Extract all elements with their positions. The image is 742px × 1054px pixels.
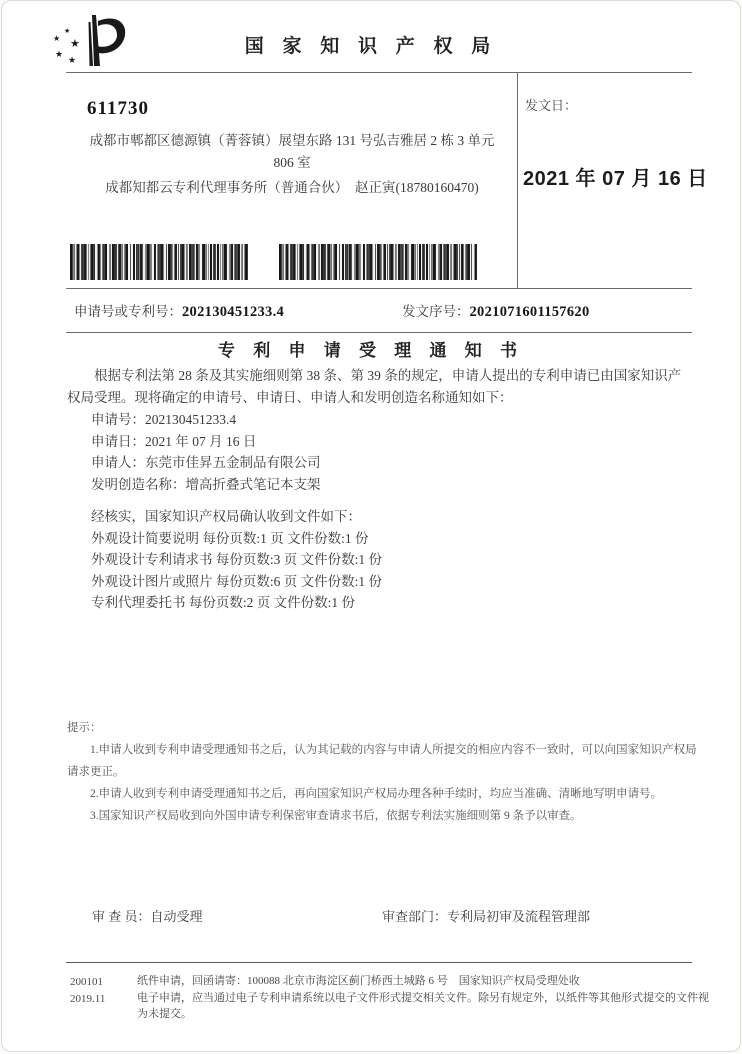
notice-title: 专 利 申 请 受 理 通 知 书 bbox=[218, 341, 524, 360]
barcode-right bbox=[279, 244, 477, 280]
numbers-row-bottom-divider bbox=[66, 332, 692, 333]
recipient-address-line2: 806 室 bbox=[273, 155, 311, 171]
signoff-row bbox=[67, 906, 694, 925]
recipient-address-line1: 成都市郫都区德源镇（菁蓉镇）展望东路 131 号弘吉雅居 2 栋 3 单元 bbox=[89, 133, 495, 148]
field-invention-name: 发明创造名称：增高折叠式笔记本支架 bbox=[91, 476, 321, 492]
footer-code-2: 2019.11 bbox=[70, 993, 106, 1005]
tips-section bbox=[67, 717, 699, 827]
tip-item-2: 2.申请人收到专利申请受理通知书之后，再向国家知识产权局办理各种手续时，均应当准确、清晰地写明申请号。 bbox=[90, 788, 663, 800]
numbers-row-top-divider bbox=[66, 288, 692, 289]
document-item: 外观设计专利请求书 每份页数:3 页 文件份数:1 份 bbox=[91, 552, 383, 567]
issuing-authority-title: 国 家 知 识 产 权 局 bbox=[244, 36, 498, 57]
footer-notes bbox=[70, 973, 710, 1022]
notice-intro-paragraph: 根据专利法第 28 条及其实施细则第 38 条、第 39 条的规定，申请人提出的专利申请已由国家知识产权局受理。现将确定的申请号、申请日、申请人和发明创造名称通知如下： bbox=[67, 368, 682, 405]
svg-text:★: ★ bbox=[70, 38, 80, 50]
serial-number-value: 2021071601157620 bbox=[469, 304, 590, 320]
notice-document-page bbox=[1, 0, 741, 1052]
document-item: 外观设计图片或照片 每份页数:6 页 文件份数:1 份 bbox=[91, 573, 383, 589]
footer-code-1: 200101 bbox=[70, 976, 103, 988]
tips-label: 提示： bbox=[67, 722, 102, 734]
document-item: 专利代理委托书 每份页数:2 页 文件份数:1 份 bbox=[91, 595, 356, 610]
tip-item-1: 1.申请人收到专利申请受理通知书之后，认为其记载的内容与申请人所提交的相应内容不一致时，可以向国家知识产权局请求更正。 bbox=[67, 744, 697, 778]
numbers-row bbox=[74, 300, 694, 321]
svg-text:★: ★ bbox=[53, 34, 61, 43]
tip-item-3: 3.国家知识产权局收到向外国申请专利保密审查请求书后，依据专利法实施细则第 9 条予以审查。 bbox=[90, 810, 582, 822]
received-documents-list bbox=[67, 528, 694, 614]
recipient-postal-code: 611730 bbox=[87, 98, 149, 119]
svg-text:★: ★ bbox=[55, 49, 64, 59]
footer-note-electronic: 电子申请，应当通过电子专利申请系统以电子文件形式提交相关文件。除另有规定外，以纸件等其他形式提交的文件视为未提交。 bbox=[137, 992, 709, 1020]
recipient-address-block bbox=[70, 130, 514, 199]
examiner-value: 自动受理 bbox=[150, 909, 203, 924]
department bbox=[382, 906, 590, 925]
footer-divider bbox=[66, 962, 692, 963]
field-application-date: 申请日：2021 年 07 月 16 日 bbox=[91, 433, 257, 449]
department-label: 审查部门： bbox=[382, 909, 448, 924]
serial-number-label: 发文序号： bbox=[402, 304, 470, 319]
field-application-number: 申请号：202130451233.4 bbox=[91, 412, 237, 427]
barcode-left bbox=[70, 244, 248, 280]
svg-text:★: ★ bbox=[64, 27, 71, 35]
issue-date-label: 发文日： bbox=[525, 98, 578, 113]
documents-confirm-line: 经核实，国家知识产权局确认收到文件如下： bbox=[91, 509, 361, 524]
issue-box-divider bbox=[517, 73, 518, 288]
header-divider bbox=[66, 72, 692, 73]
department-value: 专利局初审及流程管理部 bbox=[447, 909, 591, 924]
svg-text:★: ★ bbox=[68, 55, 77, 65]
application-number-value: 202130451233.4 bbox=[182, 304, 285, 320]
application-number-label: 申请号或专利号： bbox=[74, 304, 182, 319]
field-applicant: 申请人：东莞市佳昇五金制品有限公司 bbox=[91, 455, 321, 470]
examiner-label: 审 查 员： bbox=[92, 909, 151, 924]
footer-note-paper: 纸件申请，回函请寄：100088 北京市海淀区蓟门桥西土城路 6 号 国家知识产权局受理处收 bbox=[137, 975, 580, 987]
notice-field-list bbox=[67, 409, 694, 495]
notice-body bbox=[67, 365, 694, 614]
examiner bbox=[92, 909, 203, 924]
serial-number bbox=[402, 300, 590, 321]
document-item: 外观设计简要说明 每份页数:1 页 文件份数:1 份 bbox=[91, 530, 369, 546]
issue-date-value: 2021 年 07 月 16 日 bbox=[523, 168, 708, 190]
recipient-agency-line: 成都知都云专利代理事务所（普通合伙） 赵正寅(18780160470) bbox=[105, 179, 479, 195]
